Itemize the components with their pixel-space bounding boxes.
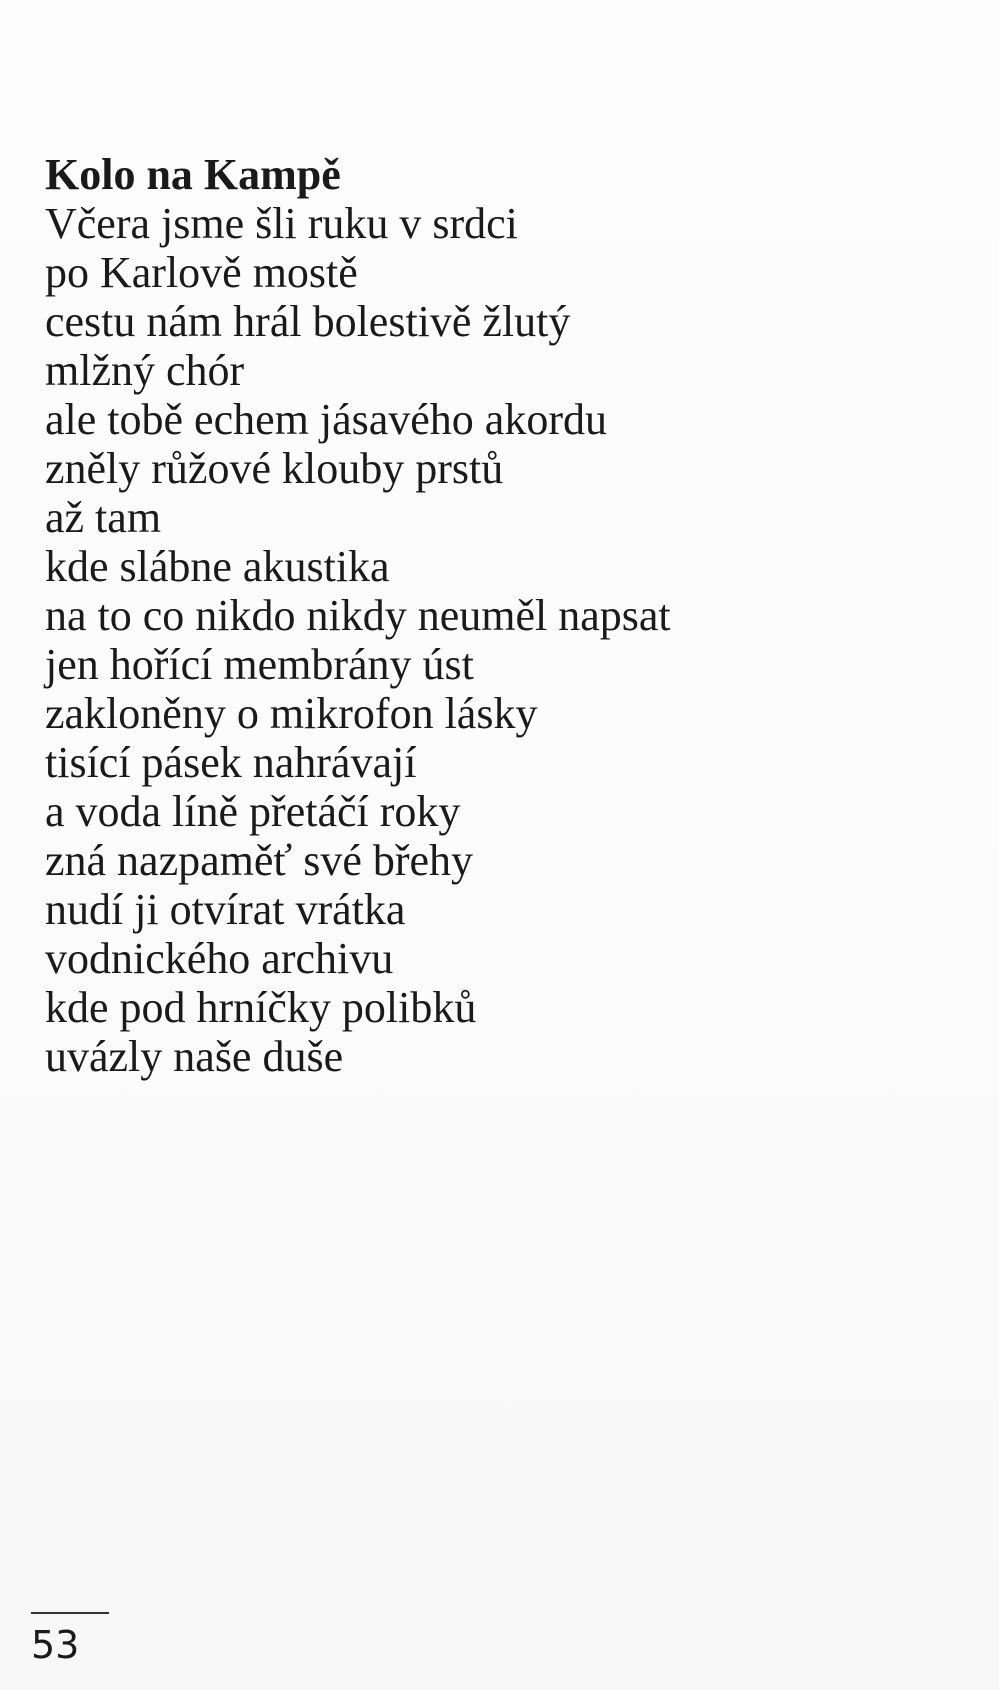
poem <box>45 150 945 1081</box>
poem-line: tisící pásek nahrávají <box>45 738 417 787</box>
poem-line: a voda líně přetáčí roky <box>45 787 461 836</box>
poem-line: na to co nikdo nikdy neuměl napsat <box>45 591 671 640</box>
poem-line: vodnického archivu <box>45 934 394 983</box>
poem-line: až tam <box>45 493 162 542</box>
poem-line: kde pod hrníčky polibků <box>45 983 477 1032</box>
poem-line: nudí ji otvírat vrátka <box>45 885 406 934</box>
poem-line: Včera jsme šli ruku v srdci <box>45 199 518 248</box>
poem-line: uvázly naše duše <box>45 1032 344 1081</box>
poem-line: zakloněny o mikrofon lásky <box>45 689 538 738</box>
poem-line: po Karlově mostě <box>45 248 358 297</box>
poem-line: cestu nám hrál bolestivě žlutý <box>45 297 571 346</box>
poem-line: jen hořící membrány úst <box>45 640 474 689</box>
poem-line: zná nazpaměť své břehy <box>45 836 474 885</box>
poem-title: Kolo na Kampě <box>45 150 341 199</box>
page-number: 53 <box>31 1623 80 1667</box>
poem-line: zněly růžové klouby prstů <box>45 444 504 493</box>
poem-line: mlžný chór <box>45 346 245 395</box>
poem-line: kde slábne akustika <box>45 542 390 591</box>
page-number-rule <box>31 1612 109 1614</box>
poem-line: ale tobě echem jásavého akordu <box>45 395 607 444</box>
